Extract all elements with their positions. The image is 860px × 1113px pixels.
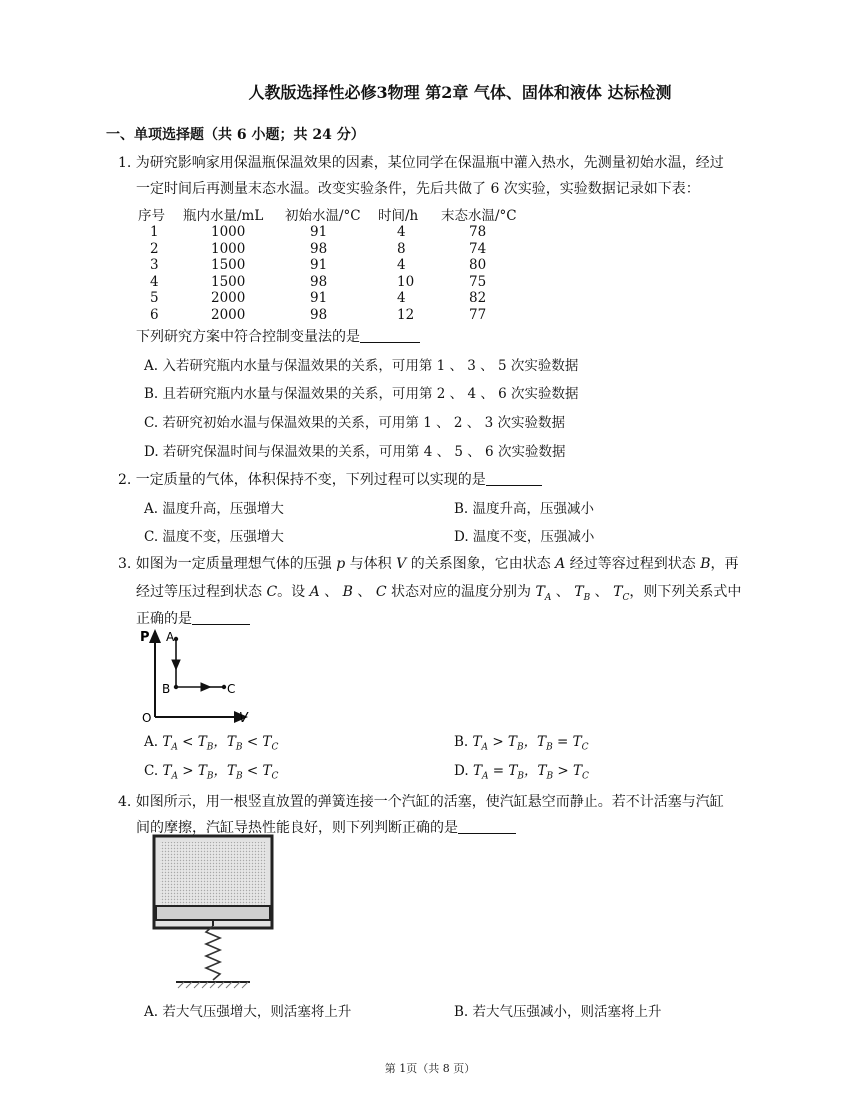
- option-label: C.: [144, 763, 159, 779]
- state-a-point: [174, 637, 178, 641]
- answer-blank[interactable]: [458, 819, 516, 834]
- table-cell: 1500: [211, 257, 246, 274]
- q1-stem-text: 下列研究方案中符合控制变量法的是: [136, 329, 360, 345]
- q3-var-c: C: [266, 584, 278, 600]
- graph-label-o: O: [142, 711, 152, 725]
- cylinder-spring-figure: [146, 832, 286, 992]
- table-cell: 98: [310, 306, 328, 323]
- q3-option-d: [454, 759, 589, 782]
- graph-label-p: P: [140, 630, 150, 645]
- table-header: 时间/h: [378, 208, 419, 224]
- spring: [206, 926, 220, 980]
- table-cell: 3: [150, 257, 159, 274]
- graph-label-a: A: [166, 630, 175, 644]
- table-cell: 12: [397, 306, 415, 323]
- q4-line1: 4. 如图所示，用一根竖直放置的弹簧连接一个汽缸的活塞，使汽缸悬空而静止。若不计活塞与汽缸: [118, 794, 724, 810]
- page-title: 人教版选择性必修3物理 第2章 气体、固体和液体 达标检测: [248, 83, 672, 102]
- table-cell: 1000: [211, 240, 246, 257]
- page-footer: 第 1页（共 8 页）: [384, 1062, 476, 1075]
- q3-line1: [118, 552, 739, 576]
- table-cell: 4: [397, 257, 406, 274]
- gas-region: [160, 842, 266, 906]
- option-text: $T_A > T_B$，$T_B < T_C$: [162, 763, 279, 782]
- state-c-point: [222, 685, 226, 689]
- graph-label-b: B: [162, 682, 171, 696]
- q3-var-b: B: [342, 584, 353, 600]
- section-heading: 一、单项选择题（共 6 小题；共 24 分）: [106, 127, 365, 143]
- table-cell: 82: [469, 290, 487, 307]
- q1-line1: 1. 为研究影响家用保温瓶保温效果的因素，某位同学在保温瓶中灌入热水，先测量初始水温，经过: [118, 155, 724, 171]
- table-cell: 8: [397, 240, 406, 257]
- table-cell: 91: [310, 290, 328, 307]
- table-cell: 5: [150, 290, 159, 307]
- table-cell: 75: [469, 273, 487, 290]
- table-cell: 4: [397, 290, 406, 307]
- q3-text: ，再: [710, 556, 739, 572]
- table-cell: 4: [397, 224, 406, 240]
- answer-blank[interactable]: [486, 471, 542, 486]
- q3-text: 。设: [277, 584, 310, 600]
- q3-var-b: B: [700, 556, 711, 572]
- table-cell: 1500: [211, 273, 246, 290]
- q4-option-b: B. 若大气压强减小，则活塞将上升: [454, 1004, 662, 1020]
- q2-option-a: A. 温度升高，压强增大: [144, 501, 284, 517]
- q2-option-b: B. 温度升高，压强减小: [454, 501, 595, 517]
- table-cell: 78: [469, 224, 487, 240]
- q3-option-b: [454, 730, 589, 753]
- q3-var-c: C: [375, 584, 387, 600]
- q3-var-tb: $T_B$: [574, 584, 591, 603]
- q3-text: 状态对应的温度分别为: [386, 584, 536, 600]
- table-cell: 80: [469, 257, 487, 274]
- q4-option-a: A. 若大气压强增大，则活塞将上升: [144, 1004, 352, 1020]
- q3-stem-text: 正确的是: [136, 611, 192, 627]
- q1-option-d: D. 若研究保温时间与保温效果的关系，可用第 4 、 5 、 6 次实验数据: [144, 444, 566, 460]
- q2-stem: [118, 468, 542, 492]
- q3-text: 3. 如图为一定质量理想气体的压强: [118, 556, 337, 572]
- option-text: $T_A < T_B$，$T_B < T_C$: [162, 734, 279, 753]
- q3-var-ta: $T_A$: [535, 584, 552, 603]
- option-label: D.: [454, 763, 469, 779]
- q3-var-a: A: [309, 584, 320, 600]
- table-header: 瓶内水量/mL: [183, 208, 264, 224]
- table-cell: 98: [310, 273, 328, 290]
- q3-option-a: [144, 730, 278, 753]
- q2-stem-text: 2. 一定质量的气体，体积保持不变，下列过程可以实现的是: [118, 472, 486, 488]
- q3-text: 与体积: [345, 556, 397, 572]
- q1-stem: [136, 325, 420, 349]
- option-text: $T_A = T_B$，$T_B > T_C$: [472, 763, 589, 782]
- table-cell: 91: [310, 224, 328, 240]
- q1-option-c: C. 若研究初始水温与保温效果的关系，可用第 1 、 2 、 3 次实验数据: [144, 415, 565, 431]
- table-cell: 4: [150, 273, 159, 290]
- table-cell: 10: [397, 273, 415, 290]
- table-cell: 74: [469, 240, 487, 257]
- table-header: 末态水温/°C: [441, 208, 517, 224]
- q1-option-a: A. 入若研究瓶内水量与保温效果的关系，可用第 1 、 3 、 5 次实验数据: [144, 358, 579, 374]
- q3-text: 、: [319, 584, 343, 600]
- q4-stem-text: 间的摩擦，汽缸导热性能良好，则下列判断正确的是: [136, 820, 458, 836]
- table-cell: 6: [150, 306, 159, 323]
- table-cell: 2000: [211, 306, 246, 323]
- q3-option-c: [144, 759, 278, 782]
- option-label: A.: [144, 734, 159, 750]
- option-text: $T_A > T_B$，$T_B = T_C$: [472, 734, 589, 753]
- table-cell: 1: [150, 224, 159, 240]
- graph-label-c: C: [227, 682, 236, 696]
- option-label: B.: [454, 734, 469, 750]
- q3-text: ，则下列关系式中: [629, 584, 742, 600]
- q1-option-b: B. 且若研究瓶内水量与保温效果的关系，可用第 2 、 4 、 6 次实验数据: [144, 386, 579, 402]
- table-header: 初始水温/°C: [285, 208, 361, 224]
- answer-blank[interactable]: [360, 328, 420, 343]
- q3-line2: 经过等压过程到状态 C。设 A 、 B 、 C 状态对应的温度分别为 $T_A$ 、 $T_B$ 、 $T_C$，则下列关系式中: [136, 584, 742, 603]
- q3-text: 经过等压过程到状态: [136, 584, 267, 600]
- table-cell: 1000: [211, 224, 246, 240]
- q2-option-c: C. 温度不变，压强增大: [144, 529, 284, 545]
- piston: [156, 906, 270, 920]
- graph-label-v: V: [239, 711, 248, 725]
- q1-line2: 一定时间后再测量末态水温。改变实验条件，先后共做了 6 次实验，实验数据记录如下表：: [136, 181, 700, 197]
- q3-var-tc: $T_C$: [613, 584, 630, 603]
- table-cell: 77: [469, 306, 487, 323]
- table-cell: 91: [310, 257, 328, 274]
- q3-text: 、: [352, 584, 376, 600]
- q3-var-p: p: [336, 556, 346, 572]
- state-b-point: [174, 685, 178, 689]
- table-header: 序号: [138, 208, 165, 224]
- q3-text: 的关系图象，它由状态: [406, 556, 556, 572]
- q3-text: 经过等容过程到状态: [565, 556, 701, 572]
- table-cell: 2000: [211, 290, 246, 307]
- table-cell: 98: [310, 240, 328, 257]
- q3-var-v: V: [396, 556, 407, 572]
- q2-option-d: D. 温度不变，压强减小: [454, 529, 595, 545]
- q3-var-a: A: [555, 556, 566, 572]
- table-cell: 2: [150, 240, 159, 257]
- answer-blank[interactable]: [192, 610, 250, 625]
- pv-graph: [138, 625, 268, 725]
